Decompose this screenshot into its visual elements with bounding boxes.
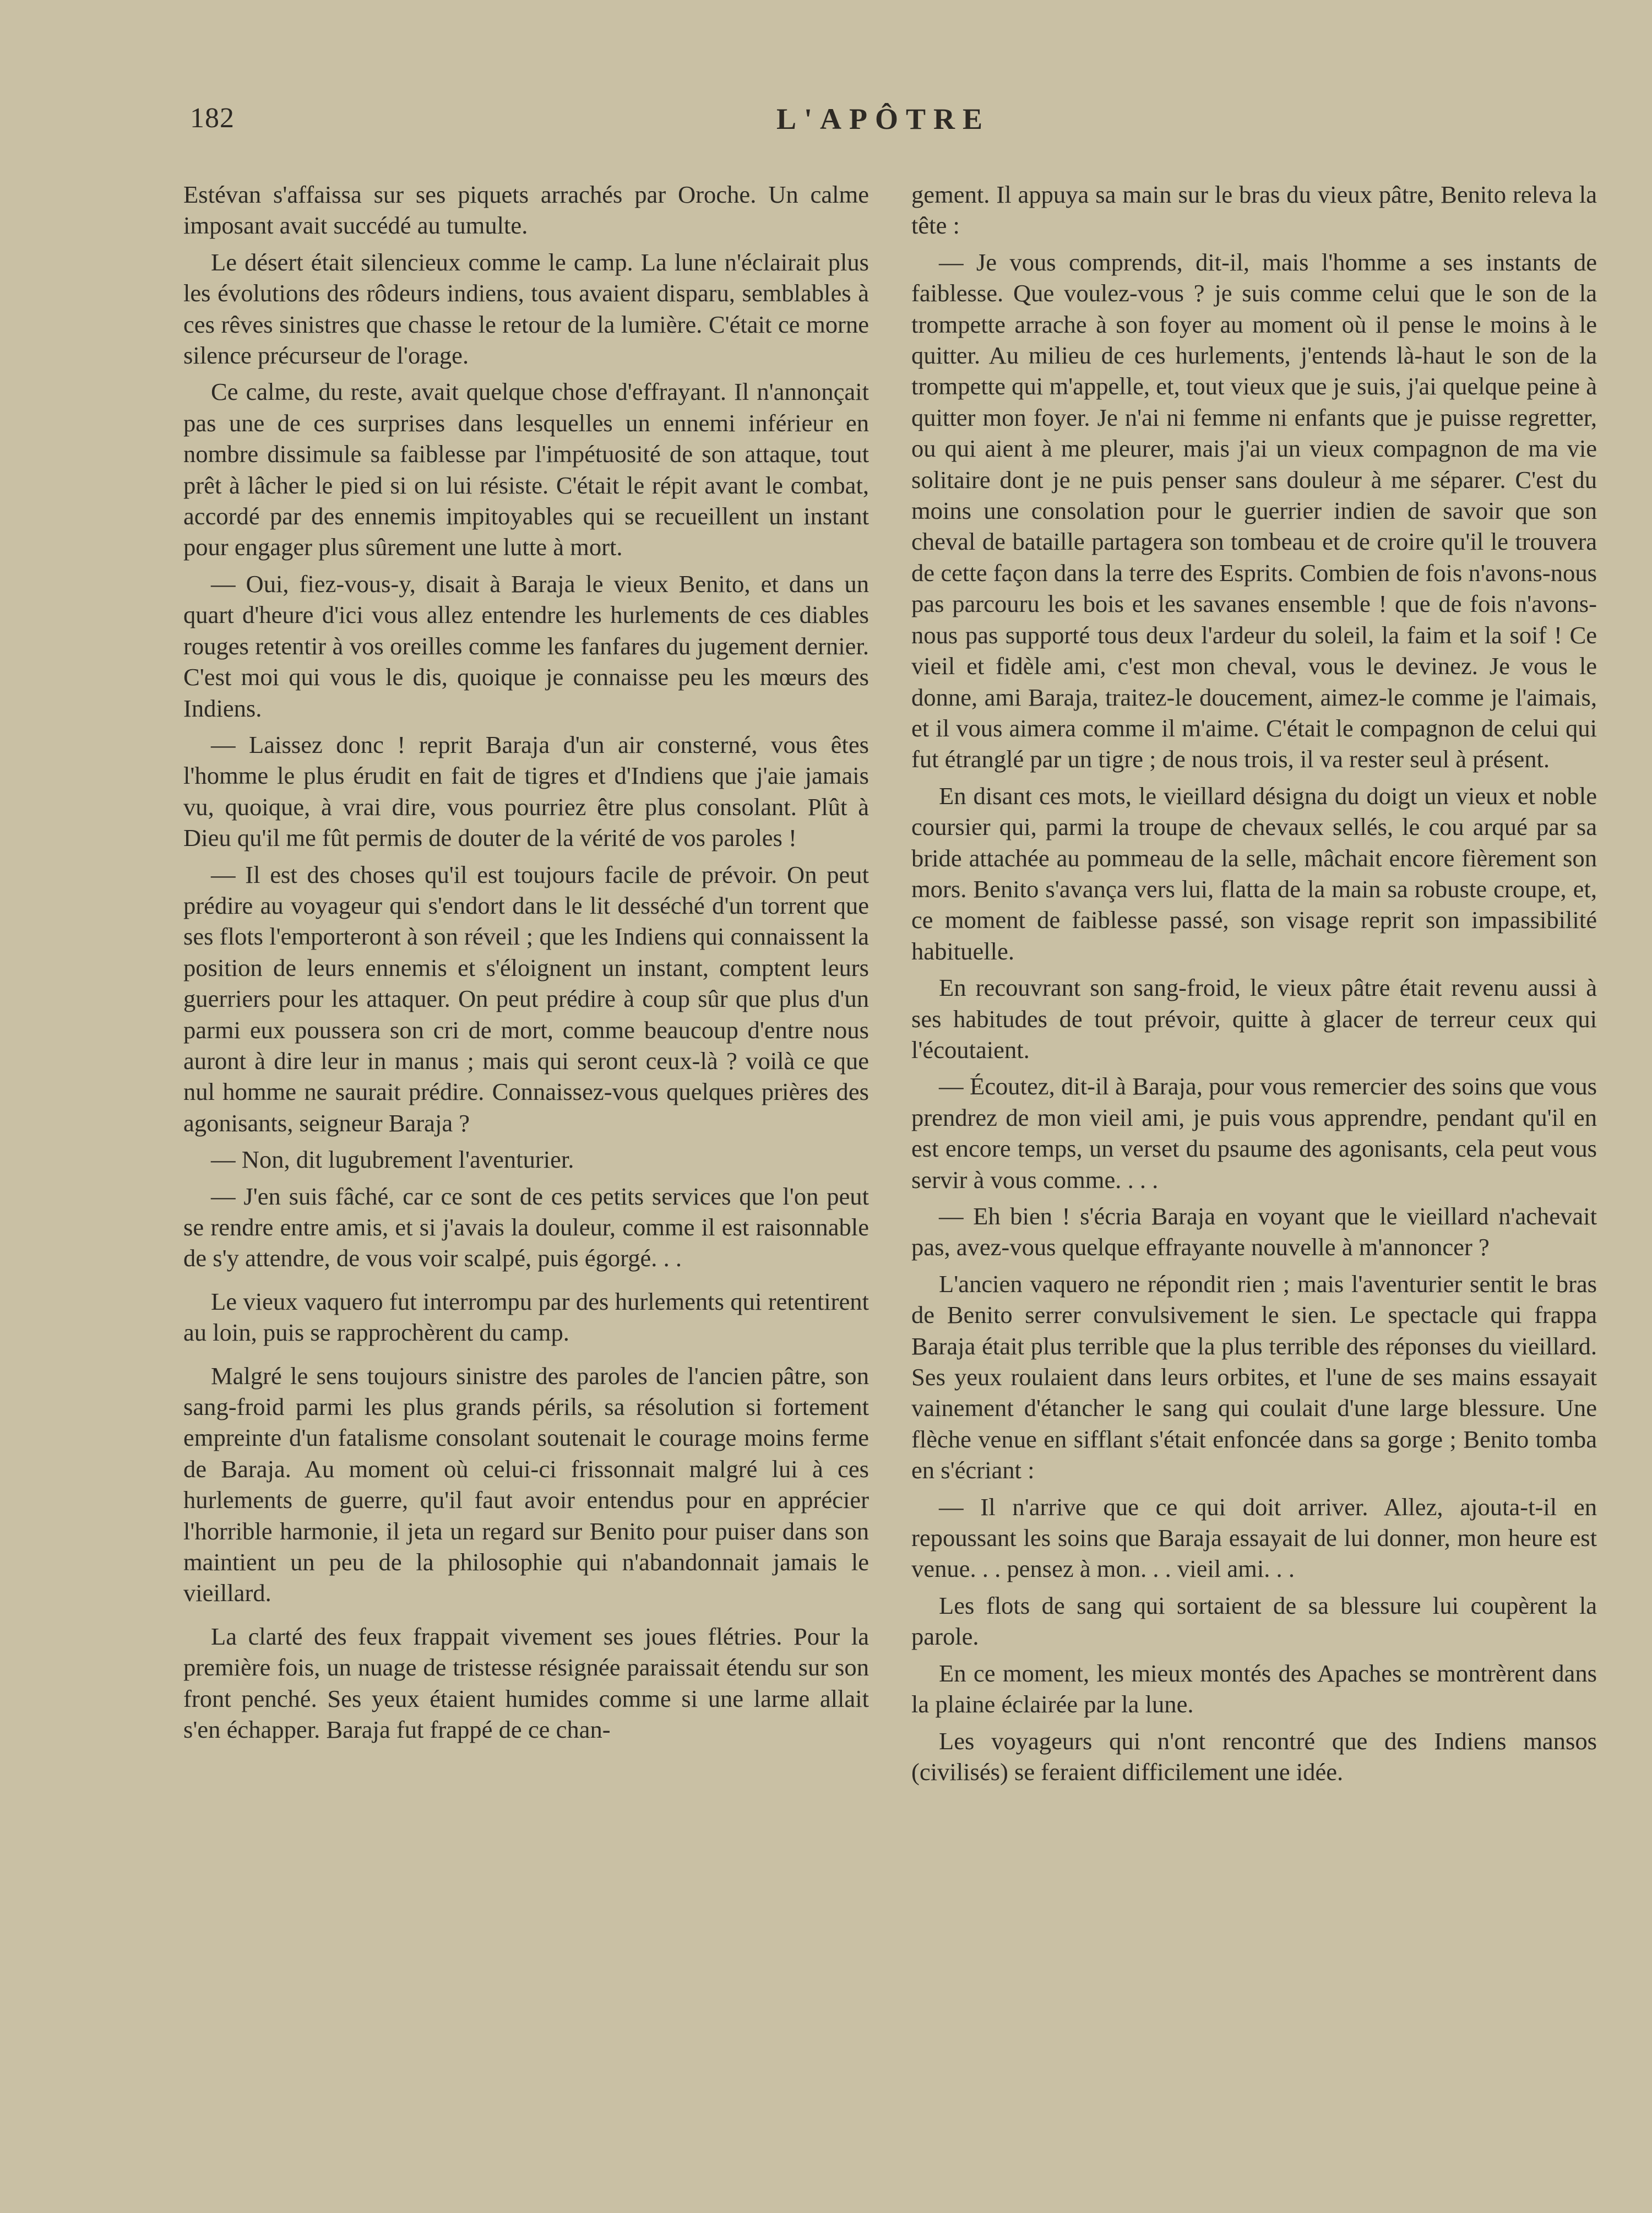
paragraph: — Écoutez, dit-il à Baraja, pour vous remercier des soins que vous prendrez de mon vieil ami, je puis vous apprendre, pendant qu'il en est encore temps, un verset du psaume des agonisants, cela peut vous servir à vous comme. . . . <box>911 1072 1597 1194</box>
paragraph: Les voyageurs qui n'ont rencontré que des Indiens mansos (civilisés) se feraient difficilement une idée. <box>911 1727 1597 1786</box>
paragraph: — Il n'arrive que ce qui doit arriver. Allez, ajouta-t-il en repoussant les soins que Baraja essayait de lui donner, mon heure est venue. . . pensez à mon. . . vieil ami. . . <box>911 1493 1597 1583</box>
paragraph: Malgré le sens toujours sinistre des paroles de l'ancien pâtre, son sang-froid parmi les plus grands périls, sa résolution si fortement empreinte d'un fatalisme consolant soutenait le courage moins ferme de Baraja. Au moment où celui-ci frissonnait malgré lui à ces hurlements de guerre, qu'il faut avoir entendus pour en apprécier l'horrible harmonie, il jeta un regard sur Benito pour puiser dans son maintient un peu de la philosophie qui n'abandonnait jamais le vieillard. <box>183 1362 869 1607</box>
paragraph: Estévan s'affaissa sur ses piquets arrachés par Oroche. Un calme imposant avait succédé au tumulte. <box>183 181 869 240</box>
paragraph: En disant ces mots, le vieillard désigna du doigt un vieux et noble coursier qui, parmi la troupe de chevaux sellés, le cou arqué par sa bride attachée au pommeau de la selle, mâchait encore fièrement son mors. Benito s'avança vers lui, flatta de la main sa robuste croupe, et, ce moment de faiblesse passé, son visage reprit son impassibilité habituelle. <box>911 782 1597 965</box>
left-column <box>183 179 869 1751</box>
paragraph: — Eh bien ! s'écria Baraja en voyant que le vieillard n'achevait pas, avez-vous quelque effrayante nouvelle à m'annoncer ? <box>911 1202 1597 1261</box>
paragraph: En ce moment, les mieux montés des Apaches se montrèrent dans la plaine éclairée par la lune. <box>911 1659 1597 1718</box>
paragraph: — Oui, fiez-vous-y, disait à Baraja le vieux Benito, et dans un quart d'heure d'ici vous allez entendre les hurlements de ces diables rouges retentir à vos oreilles comme les fanfares du jugement dernier. C'est moi qui vous le dis, quoique je connaisse peu les mœurs des Indiens. <box>183 569 869 722</box>
paragraph: Ce calme, du reste, avait quelque chose d'effrayant. Il n'annonçait pas une de ces surprises dans lesquelles un ennemi inférieur en nombre dissimule sa faiblesse par l'impétuosité de son attaque, tout prêt à lâcher le pied si on lui résiste. C'était le répit avant le combat, accordé par des ennemis impitoyables qui se recueillent un instant pour engager plus sûrement une lutte à mort. <box>183 378 869 561</box>
paragraph: En recouvrant son sang-froid, le vieux pâtre était revenu aussi à ses habitudes de tout prévoir, quitte à glacer de terreur ceux qui l'écoutaient. <box>911 974 1597 1064</box>
paragraph: — Il est des choses qu'il est toujours facile de prévoir. On peut prédire au voyageur qui s'endort dans le lit desséché d'un torrent que ses flots l'emporteront à son réveil ; que les Indiens qui connaissent la position de leurs ennemis et s'éloignent un instant, comptent leurs guerriers pour les attaquer. On peut prédire à coup sûr que plus d'un parmi eux poussera son cri de mort, comme beaucoup d'entre nous auront à dire leur in manus ; mais qui seront ceux-là ? voilà ce que nul homme ne saurait prédire. Connaissez-vous quelques prières des agonisants, seigneur Baraja ? <box>183 860 869 1137</box>
paragraph: — Laissez donc ! reprit Baraja d'un air consterné, vous êtes l'homme le plus érudit en fait de tigres et d'Indiens que j'aie jamais vu, quoique, à vrai dire, vous pourriez être plus consolant. Plût à Dieu qu'il me fût permis de douter de la vérité de vos paroles ! <box>183 730 869 852</box>
paragraph: — Je vous comprends, dit-il, mais l'homme a ses instants de faiblesse. Que voulez-vous ? je suis comme celui que le son de la trompette arrache à son foyer au moment où il pense le moins à le quitter. Au milieu de ces hurlements, j'entends là-haut le son de la trompette qui m'appelle, et, tout vieux que je suis, j'ai quelque peine à quitter mon foyer. Je n'ai ni femme ni enfants que je puisse regretter, ou qui aient à me pleurer, mais j'ai un vieux compagnon de ma vie solitaire dont je ne puis penser sans douleur à me séparer. C'est du moins une consolation pour le guerrier indien de savoir que son cheval de bataille partagera son tombeau et de croire qu'il le trouvera de cette façon dans la terre des Esprits. Combien de fois n'avons-nous pas parcouru les bois et les savanes ensemble ! que de fois n'avons-nous pas supporté tous deux l'ardeur du soleil, la faim et la soif ! Ce vieil et fidèle ami, c'est mon cheval, vous le devinez. Je vous le donne, ami Baraja, traitez-le doucement, aimez-le comme je l'aimais, et il vous aimera comme il m'aime. C'était le compagnon de celui qui fut étranglé par un tigre ; de nous trois, il va rester seul à présent. <box>911 248 1597 773</box>
paragraph: Le vieux vaquero fut interrompu par des hurlements qui retentirent au loin, puis se rapprochèrent du camp. <box>183 1287 869 1347</box>
paragraph: Le désert était silencieux comme le camp. La lune n'éclairait plus les évolutions des rôdeurs indiens, tous avaient disparu, semblables à ces rêves sinistres que chasse le retour de la lumière. C'était ce morne silence précurseur de l'orage. <box>183 248 869 370</box>
paragraph: La clarté des feux frappait vivement ses joues flétries. Pour la première fois, un nuage de tristesse résignée paraissait étendu sur son front penché. Ses yeux étaient humides comme si une larme allait s'en échapper. Baraja fut frappé de ce chan- <box>183 1622 869 1744</box>
paragraph: Les flots de sang qui sortaient de sa blessure lui coupèrent la parole. <box>911 1591 1597 1651</box>
right-column <box>911 179 1597 1793</box>
paragraph: — J'en suis fâché, car ce sont de ces petits services que l'on peut se rendre entre amis, et si j'avais la douleur, comme il est raisonnable de s'y attendre, de vous voir scalpé, puis égorgé. . . <box>183 1182 869 1272</box>
paragraph: L'ancien vaquero ne répondit rien ; mais l'aventurier sentit le bras de Benito serrer convulsivement le sien. Le spectacle qui frappa Baraja était plus terrible que la plus terrible des réponses du vieillard. Ses yeux roulaient dans leurs orbites, et l'une de ses mains essayait vainement d'étancher le sang qui coulait d'une large blessure. Une flèche venue en sifflant s'était enfoncée dans sa gorge ; Benito tomba en s'écriant : <box>911 1270 1597 1484</box>
page-number: 182 <box>190 102 235 134</box>
paragraph: — Non, dit lugubrement l'aventurier. <box>211 1146 574 1174</box>
paragraph: gement. Il appuya sa main sur le bras du vieux pâtre, Benito releva la tête : <box>911 181 1597 240</box>
running-title: L'APÔTRE <box>776 102 991 135</box>
